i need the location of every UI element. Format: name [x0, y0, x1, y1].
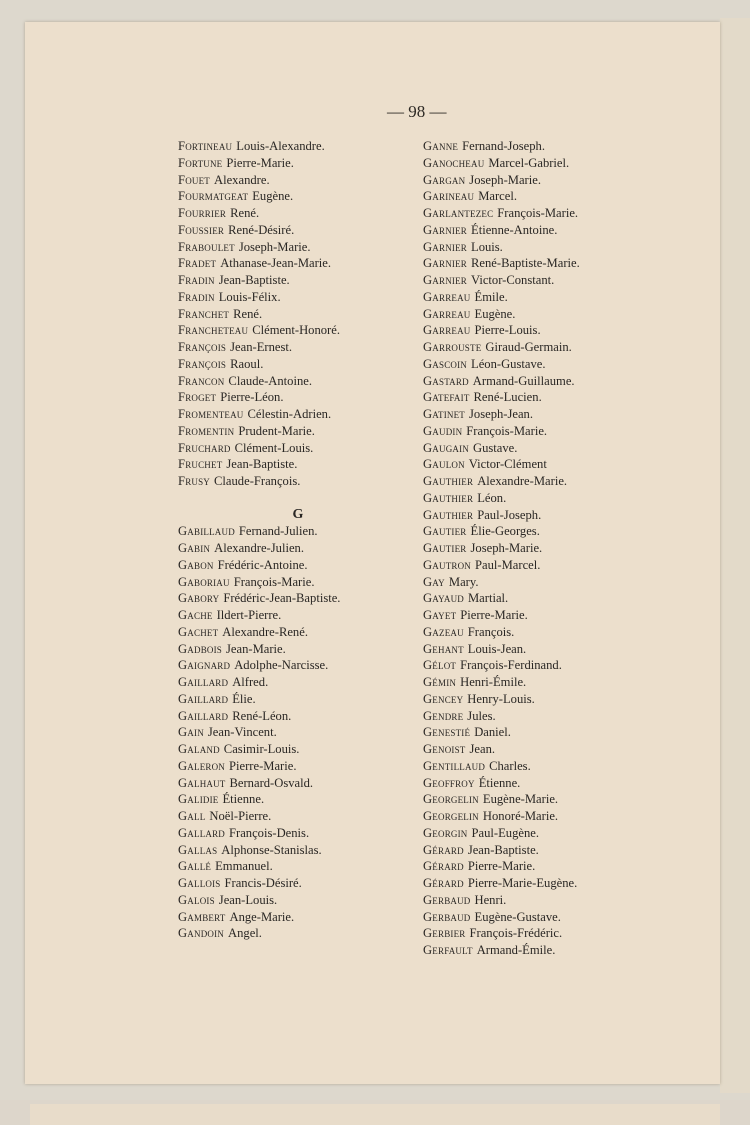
name-entry: [178, 557, 418, 574]
entry-given-names: Paul-Eugène.: [471, 825, 539, 840]
entry-given-names: François-Marie.: [497, 206, 579, 220]
entry-surname: Fradin: [178, 273, 215, 287]
entry-surname: Gaillard: [178, 691, 229, 706]
entry-given-names: Étienne.: [478, 775, 521, 790]
name-entry: [178, 222, 418, 239]
entry-given-names: Clément-Louis.: [234, 440, 314, 455]
name-entry: [178, 389, 418, 406]
entry-given-names: Eugène-Marie.: [482, 792, 559, 807]
entry-surname: Gabillaud: [178, 524, 235, 539]
name-entry: [423, 875, 663, 892]
entry-surname: Ganne: [423, 139, 459, 153]
name-entry: [423, 373, 663, 390]
entry-surname: Gentillaud: [423, 758, 486, 773]
entry-given-names: Fernand-Joseph.: [462, 139, 545, 153]
name-entry: [178, 758, 418, 775]
entry-surname: Galeron: [178, 758, 225, 773]
name-entry: [178, 641, 418, 658]
entry-given-names: Henri-Émile.: [460, 675, 527, 689]
name-entry: [423, 775, 663, 792]
entry-surname: Gazeau: [423, 624, 464, 639]
entry-given-names: René-Lucien.: [473, 390, 542, 405]
name-entry: [178, 657, 418, 674]
entry-surname: Gallard: [178, 825, 225, 840]
entry-given-names: Louis-Jean.: [467, 641, 527, 656]
entry-given-names: Émile.: [474, 289, 508, 304]
entry-surname: Fruchet: [178, 457, 223, 472]
name-entry: [423, 842, 663, 859]
entry-given-names: François-Frédéric.: [469, 926, 563, 941]
entry-given-names: Daniel.: [474, 725, 511, 740]
entry-given-names: Étienne-Antoine.: [471, 222, 558, 237]
entry-surname: Ganocheau: [423, 155, 485, 170]
entry-surname: Fouet: [178, 172, 210, 187]
name-entry: [178, 272, 418, 289]
entry-given-names: Angel.: [228, 926, 262, 941]
entry-given-names: François-Denis.: [229, 825, 310, 840]
entry-given-names: Alexandre-Marie.: [477, 474, 568, 488]
page-number: — 98 —: [387, 102, 447, 121]
entry-surname: Gambert: [178, 909, 226, 924]
name-entry: [178, 858, 418, 875]
entry-surname: Gerfault: [423, 943, 473, 957]
name-entry: [423, 322, 663, 339]
entry-given-names: Emmanuel.: [215, 859, 273, 874]
entry-given-names: Charles.: [489, 758, 531, 773]
entry-given-names: Léon.: [477, 490, 507, 505]
entry-given-names: Honoré-Marie.: [482, 809, 559, 823]
name-entry: [178, 289, 418, 306]
entry-surname: Gabory: [178, 591, 220, 606]
entry-given-names: Léon-Gustave.: [471, 356, 546, 371]
entry-given-names: Joseph-Marie.: [469, 172, 541, 187]
name-entry: [423, 942, 663, 959]
entry-given-names: Adolphe-Narcisse.: [234, 658, 329, 673]
entry-surname: Garlantezec: [423, 206, 494, 220]
entry-surname: Galhaut: [178, 775, 226, 790]
entry-surname: Fromenteau: [178, 407, 244, 421]
entry-surname: Gadbois: [178, 641, 222, 656]
entry-given-names: Casimir-Louis.: [223, 742, 300, 756]
entry-surname: Garreau: [423, 306, 471, 321]
entry-given-names: Jean-Baptiste.: [226, 457, 298, 472]
name-entry: [178, 205, 418, 222]
entry-surname: Gabon: [178, 557, 214, 572]
name-entry: [423, 791, 663, 808]
entry-given-names: François-Marie.: [466, 423, 548, 438]
entry-surname: Gautron: [423, 557, 471, 572]
name-entry: [423, 557, 663, 574]
name-entry: [178, 255, 418, 272]
name-list-g: [178, 523, 418, 942]
name-entry: [423, 825, 663, 842]
entry-surname: Gélot: [423, 658, 457, 673]
name-entry: [423, 708, 663, 725]
entry-surname: Gastard: [423, 373, 469, 388]
entry-surname: Fourmatgeat: [178, 189, 249, 204]
name-entry: [423, 724, 663, 741]
name-entry: [178, 842, 418, 859]
entry-surname: Gémin: [423, 675, 457, 689]
name-entry: [178, 741, 418, 758]
name-entry: [178, 875, 418, 892]
name-entry: [423, 289, 663, 306]
name-entry: [423, 473, 663, 490]
name-entry: [423, 389, 663, 406]
entry-given-names: Giraud-Germain.: [485, 340, 572, 354]
entry-surname: Gain: [178, 725, 204, 740]
name-entry: [178, 322, 418, 339]
entry-surname: Gachet: [178, 624, 219, 639]
name-entry: [178, 406, 418, 423]
entry-surname: Gauthier: [423, 474, 474, 488]
entry-given-names: Marcel-Gabriel.: [488, 155, 570, 170]
entry-surname: Garreau: [423, 323, 471, 338]
name-entry: [423, 440, 663, 457]
entry-surname: Fraboulet: [178, 239, 235, 254]
entry-given-names: Alfred.: [232, 675, 269, 689]
entry-given-names: Célestin-Adrien.: [247, 407, 332, 421]
entry-surname: Gallé: [178, 859, 212, 874]
name-entry: [423, 641, 663, 658]
entry-surname: Geoffroy: [423, 775, 475, 790]
entry-surname: Gatinet: [423, 407, 465, 421]
entry-given-names: Jean-Baptiste.: [467, 842, 539, 857]
entry-surname: François: [178, 340, 227, 354]
entry-given-names: Pierre-Léon.: [220, 390, 284, 405]
entry-given-names: François.: [467, 624, 515, 639]
underlying-sheet-edge: [30, 1104, 720, 1125]
entry-surname: Francon: [178, 373, 225, 388]
entry-surname: Garineau: [423, 189, 475, 204]
entry-given-names: Pierre-Marie.: [460, 608, 528, 622]
name-entry: [178, 892, 418, 909]
name-entry: [178, 373, 418, 390]
entry-given-names: Ildert-Pierre.: [216, 608, 282, 622]
entry-given-names: Henry-Louis.: [467, 691, 535, 706]
name-entry: [178, 708, 418, 725]
entry-surname: François: [178, 356, 227, 371]
entry-given-names: Joseph-Marie.: [238, 239, 311, 254]
entry-given-names: Bernard-Osvald.: [229, 775, 314, 790]
name-entry: [178, 172, 418, 189]
entry-surname: Georgelin: [423, 809, 479, 823]
entry-given-names: Armand-Émile.: [476, 943, 556, 957]
entry-given-names: René-Désiré.: [228, 222, 295, 237]
section-g-list: [178, 523, 418, 942]
name-entry: [178, 574, 418, 591]
entry-given-names: Francis-Désiré.: [224, 876, 302, 890]
entry-given-names: Athanase-Jean-Marie.: [220, 256, 332, 271]
name-entry: [423, 306, 663, 323]
name-entry: [178, 138, 418, 155]
entry-surname: Galois: [178, 892, 215, 907]
name-list-f: [178, 138, 418, 490]
name-entry: [423, 540, 663, 557]
name-entry: [423, 892, 663, 909]
entry-given-names: René.: [233, 306, 263, 321]
entry-surname: Gascoin: [423, 356, 467, 371]
entry-given-names: Raoul.: [230, 356, 264, 371]
entry-surname: Gaudin: [423, 423, 463, 438]
entry-surname: Garnier: [423, 273, 467, 287]
entry-surname: Fradin: [178, 289, 215, 304]
entry-given-names: Armand-Guillaume.: [472, 373, 575, 388]
entry-surname: Gerbaud: [423, 909, 471, 924]
entry-given-names: Louis.: [471, 239, 503, 254]
name-entry: [423, 423, 663, 440]
name-entry: [423, 574, 663, 591]
name-entry: [178, 339, 418, 356]
entry-given-names: Gustave.: [473, 440, 518, 455]
entry-surname: Gerbaud: [423, 892, 471, 907]
entry-surname: Frusy: [178, 474, 211, 488]
entry-surname: Gaboriau: [178, 574, 230, 589]
entry-surname: Fortineau: [178, 139, 233, 153]
entry-surname: Gaillard: [178, 675, 229, 689]
document-page: [25, 22, 720, 1084]
entry-given-names: Frédéric-Jean-Baptiste.: [223, 591, 341, 606]
entry-surname: Foussier: [178, 222, 225, 237]
entry-surname: Gallas: [178, 842, 218, 857]
entry-surname: Gay: [423, 574, 445, 589]
name-entry: [423, 138, 663, 155]
entry-surname: Georgin: [423, 825, 468, 840]
name-entry: [423, 758, 663, 775]
entry-given-names: Jean-Baptiste.: [218, 273, 290, 287]
entry-given-names: Élie-Georges.: [470, 524, 540, 539]
entry-surname: Galidie: [178, 792, 219, 807]
name-entry: [178, 356, 418, 373]
name-entry: [178, 808, 418, 825]
left-column: [178, 138, 418, 942]
name-entry: [423, 691, 663, 708]
entry-given-names: René-Baptiste-Marie.: [471, 256, 580, 271]
name-entry: [178, 188, 418, 205]
entry-given-names: Eugène-Gustave.: [474, 909, 561, 924]
entry-surname: Genestié: [423, 725, 471, 740]
name-entry: [423, 657, 663, 674]
name-entry: [178, 155, 418, 172]
entry-surname: Gérard: [423, 842, 464, 857]
entry-surname: Gendre: [423, 708, 464, 723]
entry-given-names: Louis-Félix.: [218, 289, 281, 304]
entry-surname: Genoist: [423, 742, 466, 756]
entry-surname: Gautier: [423, 541, 467, 555]
entry-given-names: René.: [230, 206, 260, 220]
name-entry: [423, 808, 663, 825]
entry-surname: Gaillard: [178, 708, 229, 723]
name-entry: [423, 590, 663, 607]
entry-given-names: Noël-Pierre.: [209, 809, 272, 823]
entry-given-names: Pierre-Marie.: [226, 155, 294, 170]
name-entry: [178, 624, 418, 641]
entry-surname: Gencey: [423, 691, 464, 706]
name-entry: [423, 356, 663, 373]
entry-surname: Garnier: [423, 239, 467, 254]
entry-surname: Fourrier: [178, 206, 227, 220]
name-entry: [423, 272, 663, 289]
name-entry: [178, 440, 418, 457]
entry-surname: Gauthier: [423, 490, 474, 505]
entry-given-names: Eugène.: [252, 189, 294, 204]
entry-given-names: Pierre-Marie.: [229, 758, 297, 773]
name-entry: [423, 406, 663, 423]
entry-surname: Gerbier: [423, 926, 466, 941]
entry-given-names: Jules.: [467, 708, 496, 723]
entry-surname: Gargan: [423, 172, 466, 187]
name-entry: [423, 155, 663, 172]
name-entry: [178, 909, 418, 926]
name-entry: [423, 858, 663, 875]
name-entry: [178, 724, 418, 741]
name-entry: [178, 473, 418, 490]
entry-given-names: Jean-Ernest.: [230, 340, 293, 354]
name-entry: [178, 540, 418, 557]
entry-given-names: Marcel.: [478, 189, 518, 204]
entry-given-names: Louis-Alexandre.: [236, 139, 325, 153]
name-entry: [178, 306, 418, 323]
entry-given-names: Ange-Marie.: [229, 909, 295, 924]
entry-given-names: Victor-Clément: [468, 457, 547, 472]
name-entry: [423, 624, 663, 641]
name-entry: [178, 523, 418, 540]
entry-given-names: Henri.: [474, 892, 507, 907]
entry-given-names: Paul-Joseph.: [477, 507, 542, 522]
entry-surname: Garnier: [423, 222, 467, 237]
entry-given-names: François-Marie.: [233, 574, 315, 589]
entry-given-names: Jean-Vincent.: [207, 725, 277, 740]
entry-given-names: Mary.: [448, 574, 479, 589]
name-entry: [423, 674, 663, 691]
entry-given-names: Frédéric-Antoine.: [217, 557, 308, 572]
name-entry: [423, 523, 663, 540]
entry-surname: Gallois: [178, 876, 221, 890]
name-entry: [423, 205, 663, 222]
entry-surname: Galand: [178, 742, 220, 756]
entry-given-names: Pierre-Louis.: [474, 323, 541, 338]
entry-given-names: Paul-Marcel.: [475, 557, 541, 572]
entry-surname: Froget: [178, 390, 217, 405]
entry-given-names: Joseph-Jean.: [469, 407, 534, 421]
entry-given-names: Eugène.: [474, 306, 516, 321]
entry-surname: Gayet: [423, 608, 457, 622]
section-f-list: [178, 138, 418, 490]
name-entry: [423, 925, 663, 942]
entry-surname: Garreau: [423, 289, 471, 304]
name-entry: [178, 456, 418, 473]
entry-surname: Gatefait: [423, 390, 470, 405]
entry-given-names: Jean.: [469, 742, 496, 756]
entry-surname: Gaulon: [423, 457, 465, 472]
entry-surname: Fruchard: [178, 440, 231, 455]
entry-given-names: Alexandre-Julien.: [214, 541, 304, 555]
entry-surname: Garnier: [423, 256, 467, 271]
entry-given-names: Fernand-Julien.: [238, 524, 318, 539]
name-entry: [423, 507, 663, 524]
name-entry: [423, 255, 663, 272]
name-entry: [423, 188, 663, 205]
name-entry: [423, 456, 663, 473]
entry-surname: Gehant: [423, 641, 464, 656]
entry-surname: Gayaud: [423, 591, 464, 606]
name-entry: [178, 607, 418, 624]
entry-surname: Franchet: [178, 306, 230, 321]
name-entry: [423, 490, 663, 507]
entry-surname: Gabin: [178, 541, 211, 555]
entry-given-names: Pierre-Marie-Eugène.: [467, 876, 578, 890]
name-entry: [423, 607, 663, 624]
entry-given-names: Prudent-Marie.: [238, 423, 315, 438]
name-entry: [423, 339, 663, 356]
entry-given-names: René-Léon.: [232, 708, 292, 723]
name-entry: [178, 925, 418, 942]
name-entry: [178, 825, 418, 842]
entry-surname: Georgelin: [423, 792, 479, 807]
entry-surname: Gaugain: [423, 440, 469, 455]
entry-given-names: François-Ferdinand.: [460, 658, 562, 673]
entry-given-names: Alexandre.: [214, 172, 270, 187]
name-entry: [178, 674, 418, 691]
name-entry: [423, 909, 663, 926]
spacer: [178, 490, 418, 507]
entry-given-names: Victor-Constant.: [471, 273, 555, 287]
section-heading-g: G: [292, 506, 304, 522]
entry-surname: Gérard: [423, 876, 464, 890]
entry-surname: Gautier: [423, 524, 467, 539]
entry-surname: Fromentin: [178, 423, 235, 438]
entry-surname: Gaignard: [178, 658, 231, 673]
name-entry: [178, 775, 418, 792]
name-entry: [178, 791, 418, 808]
entry-surname: Gérard: [423, 859, 464, 874]
entry-surname: Garrouste: [423, 340, 482, 354]
entry-given-names: Martial.: [467, 591, 509, 606]
entry-given-names: Pierre-Marie.: [467, 859, 536, 874]
name-entry: [178, 239, 418, 256]
name-entry: [423, 172, 663, 189]
name-entry: [423, 239, 663, 256]
entry-given-names: Joseph-Marie.: [470, 541, 543, 555]
entry-given-names: Élie.: [232, 691, 256, 706]
entry-surname: Fradet: [178, 256, 217, 271]
entry-given-names: Clément-Honoré.: [252, 323, 340, 338]
name-entry: [423, 222, 663, 239]
entry-surname: Gauthier: [423, 507, 474, 522]
entry-given-names: Claude-Antoine.: [228, 373, 313, 388]
entry-surname: Fortune: [178, 155, 223, 170]
entry-given-names: Jean-Louis.: [218, 892, 278, 907]
name-entry: [178, 691, 418, 708]
right-column: [423, 138, 663, 959]
name-entry: [178, 423, 418, 440]
entry-surname: Gache: [178, 608, 213, 622]
next-page-edge: [720, 18, 750, 1093]
entry-given-names: Jean-Marie.: [226, 641, 286, 656]
entry-given-names: Étienne.: [222, 792, 265, 807]
entry-given-names: Claude-François.: [214, 474, 301, 488]
entry-surname: Gall: [178, 809, 206, 823]
name-entry: [178, 590, 418, 607]
entry-given-names: Alexandre-René.: [222, 624, 308, 639]
entry-surname: Francheteau: [178, 323, 249, 338]
name-entry: [423, 741, 663, 758]
entry-surname: Gandoin: [178, 926, 224, 941]
entry-given-names: Alphonse-Stanislas.: [221, 842, 322, 857]
